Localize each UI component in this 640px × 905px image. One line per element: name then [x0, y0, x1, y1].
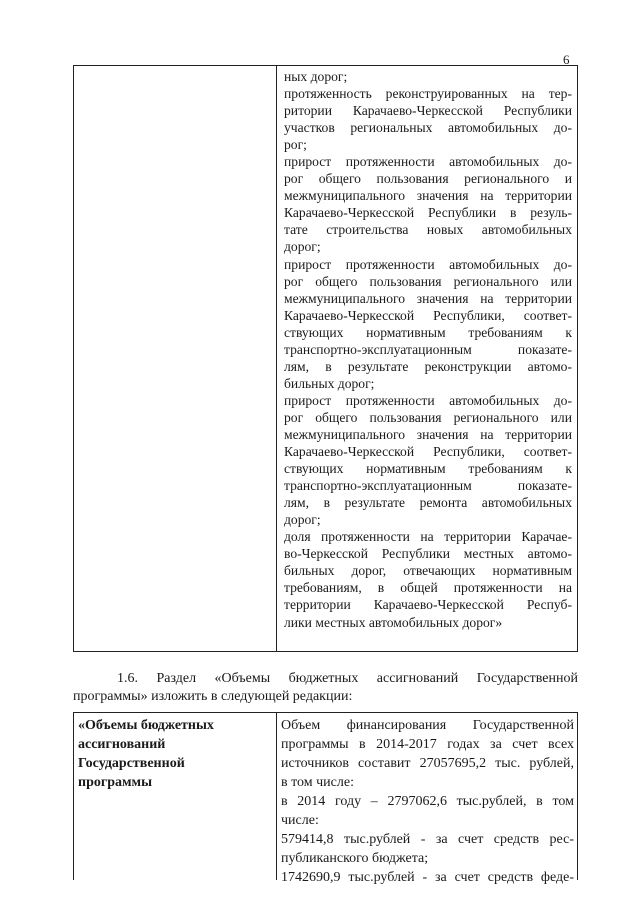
text-line: протяженность реконструированных на тер-	[284, 86, 572, 102]
text-line: требованиям, в общей протяженности на	[284, 580, 572, 596]
text-line: во-Черкесской Республики местных автомо-	[284, 546, 572, 562]
text-line: лики местных автомобильных дорог»	[284, 614, 503, 630]
text-line: ных дорог;	[284, 69, 348, 84]
text-line: Объем финансирования Государственной	[281, 718, 574, 733]
label-line: ассигнований	[78, 737, 166, 752]
text-line: ритории Карачаево-Черкесской Республики	[284, 103, 572, 119]
budget-value-cell	[281, 716, 574, 887]
label-line: Государственной	[78, 756, 185, 771]
text-line: дорог;	[284, 239, 321, 255]
text-line: транспортно-эксплуатационным показате-	[284, 478, 572, 494]
budget-table	[73, 712, 578, 885]
text-line: межмуниципального значения на территории	[284, 290, 572, 306]
text-line: Карачаево-Черкесской Республики, соответ-	[284, 444, 572, 460]
text-line: рог общего пользования регионального или	[284, 273, 572, 289]
indicators-cell	[284, 68, 572, 631]
text-line: ствующих нормативным требованиям к	[284, 461, 572, 477]
text-line: ствующих нормативным требованиям к	[284, 324, 572, 340]
text-line: межмуниципального значения на территории	[284, 188, 572, 204]
text-line: участков региональных автомобильных до-	[284, 120, 572, 136]
text-line: программы в 2014-2017 годах за счет всех	[281, 737, 574, 752]
label-line: «Объемы бюджетных	[78, 718, 214, 733]
text-line: публиканского бюджета;	[281, 851, 429, 866]
text-line: лям, в результате ремонта автомобильных	[284, 495, 572, 511]
text-line: межмуниципального значения на территории	[284, 426, 572, 442]
text-line: бильных дорог, отвечающих нормативным	[284, 563, 572, 579]
text-line: транспортно-эксплуатационным показате-	[284, 341, 572, 357]
text-line: прирост протяженности автомобильных до-	[284, 154, 572, 170]
text-line: 579414,8 тыс.рублей - за счет средств рес-	[281, 832, 574, 847]
table-column-divider	[276, 66, 277, 651]
text-line: рог общего пользования регионального и	[284, 171, 572, 187]
text-line: бильных дорог;	[284, 375, 375, 391]
section-paragraph	[73, 670, 578, 706]
table-column-divider	[276, 713, 277, 880]
text-line: лям, в результате реконструкции автомо-	[284, 358, 572, 374]
paragraph-line: программы» изложить в следующей редакции:	[73, 689, 353, 704]
text-line: числе:	[281, 813, 319, 828]
page-number: 6	[563, 52, 570, 67]
text-line: прирост протяженности автомобильных до-	[284, 392, 572, 408]
text-line: рог общего пользования регионального или	[284, 409, 572, 425]
text-line: тате строительства новых автомобильных	[284, 222, 572, 238]
text-line: в том числе:	[281, 775, 354, 790]
text-line: доля протяженности на территории Карачае-	[284, 529, 572, 545]
text-line: прирост протяженности автомобильных до-	[284, 256, 572, 272]
text-line: Карачаево-Черкесской Республики, соответ-	[284, 307, 572, 323]
paragraph-line: 1.6. Раздел «Объемы бюджетных ассигнований Государственной	[117, 671, 578, 686]
text-line: рог;	[284, 137, 307, 153]
text-line: в 2014 году – 2797062,6 тыс.рублей, в том	[281, 794, 574, 809]
text-line: Карачаево-Черкесской Республики в резуль-	[284, 205, 572, 221]
indicators-table	[73, 65, 578, 652]
text-line: источников составит 27057695,2 тыс. рублей,	[281, 756, 574, 771]
text-line: 1742690,9 тыс.рублей - за счет средств феде-	[281, 870, 574, 885]
text-line: дорог;	[284, 512, 321, 528]
text-line: территории Карачаево-Черкесской Респуб-	[284, 597, 572, 613]
label-line: программы	[78, 775, 152, 790]
budget-label-cell	[78, 716, 268, 792]
